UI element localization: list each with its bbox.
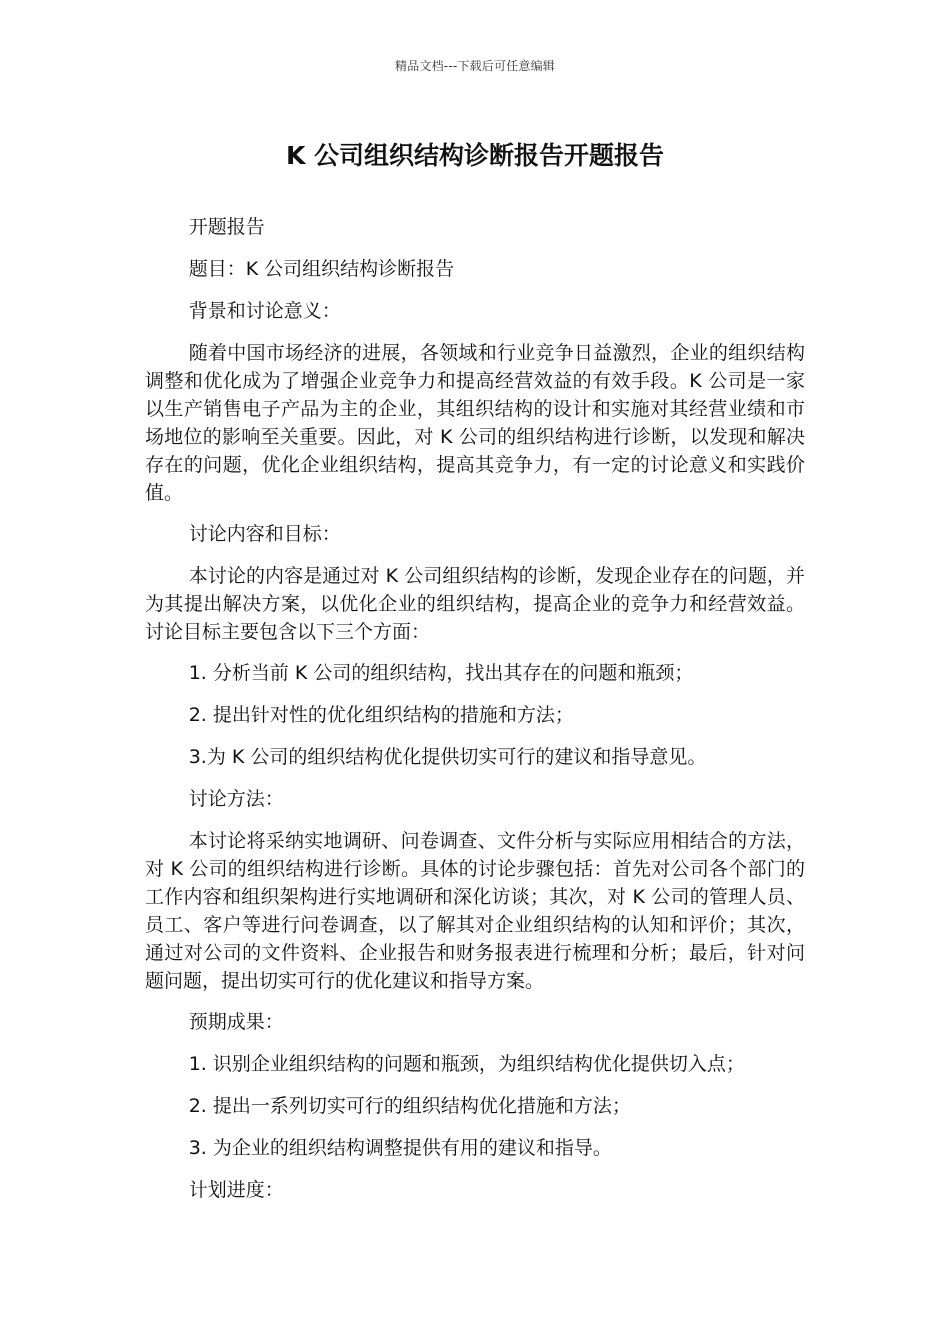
section-heading-schedule: 计划进度： — [188, 1179, 284, 1201]
result-item-1: 1. 识别企业组织结构的问题和瓶颈，为组织结构优化提供切入点； — [188, 1053, 745, 1075]
topic-line: 题目：K 公司组织结构诊断报告 — [188, 258, 455, 280]
section-heading-methods: 讨论方法： — [188, 788, 284, 810]
goal-item-2: 2. 提出针对性的优化组织结构的措施和方法； — [188, 704, 574, 726]
methods-paragraph: 本讨论将采纳实地调研、问卷调查、文件分析与实际应用相结合的方法，对 K 公司的组织结构进行诊断。具体的讨论步骤包括：首先对公司各个部门的工作内容和组织架构进行实地调研和深化访谈；其次，对 K 公司的管理人员、员工、客户等进行问卷调查，以了解其对企业组织结构的认知和评价；其次，通过对公司的文件资料、企业报告和财务报表进行梳理和分析；最后，针对问题问题，提出切实可行的优化建议和指导方案。 — [145, 830, 805, 992]
content-goals-paragraph: 本讨论的内容是通过对 K 公司组织结构的诊断，发现企业存在的问题，并为其提出解决方案，以优化企业的组织结构，提高企业的竞争力和经营效益。讨论目标主要包含以下三个方面： — [145, 565, 805, 643]
section-heading-expected-results: 预期成果： — [188, 1011, 284, 1033]
result-item-3: 3. 为企业的组织结构调整提供有用的建议和指导。 — [188, 1137, 612, 1159]
goal-item-1: 1. 分析当前 K 公司的组织结构，找出其存在的问题和瓶颈； — [188, 662, 694, 684]
section-heading-background: 背景和讨论意义： — [188, 300, 341, 322]
background-paragraph: 随着中国市场经济的进展，各领域和行业竞争日益激烈，企业的组织结构调整和优化成为了增强企业竞争力和提高经营效益的有效手段。K 公司是一家以生产销售电子产品为主的企业，其组织结构的设计和实施对其经营业绩和市场地位的影响至关重要。因此，对 K 公司的组织结构进行诊断，以发现和解决存在的问题，优化企业组织结构，提高其竞争力，有一定的讨论意义和实践价值。 — [145, 342, 805, 504]
section-heading-proposal: 开题报告 — [188, 216, 265, 238]
result-item-2: 2. 提出一系列切实可行的组织结构优化措施和方法； — [188, 1095, 631, 1117]
document-body — [145, 213, 805, 1218]
page-header: 精品文档---下载后可任意编辑 — [395, 59, 555, 73]
goal-item-3: 3.为 K 公司的组织结构优化提供切实可行的建议和指导意见。 — [188, 746, 707, 768]
document-title: K 公司组织结构诊断报告开题报告 — [285, 141, 665, 170]
section-heading-content-goals: 讨论内容和目标： — [188, 523, 341, 545]
